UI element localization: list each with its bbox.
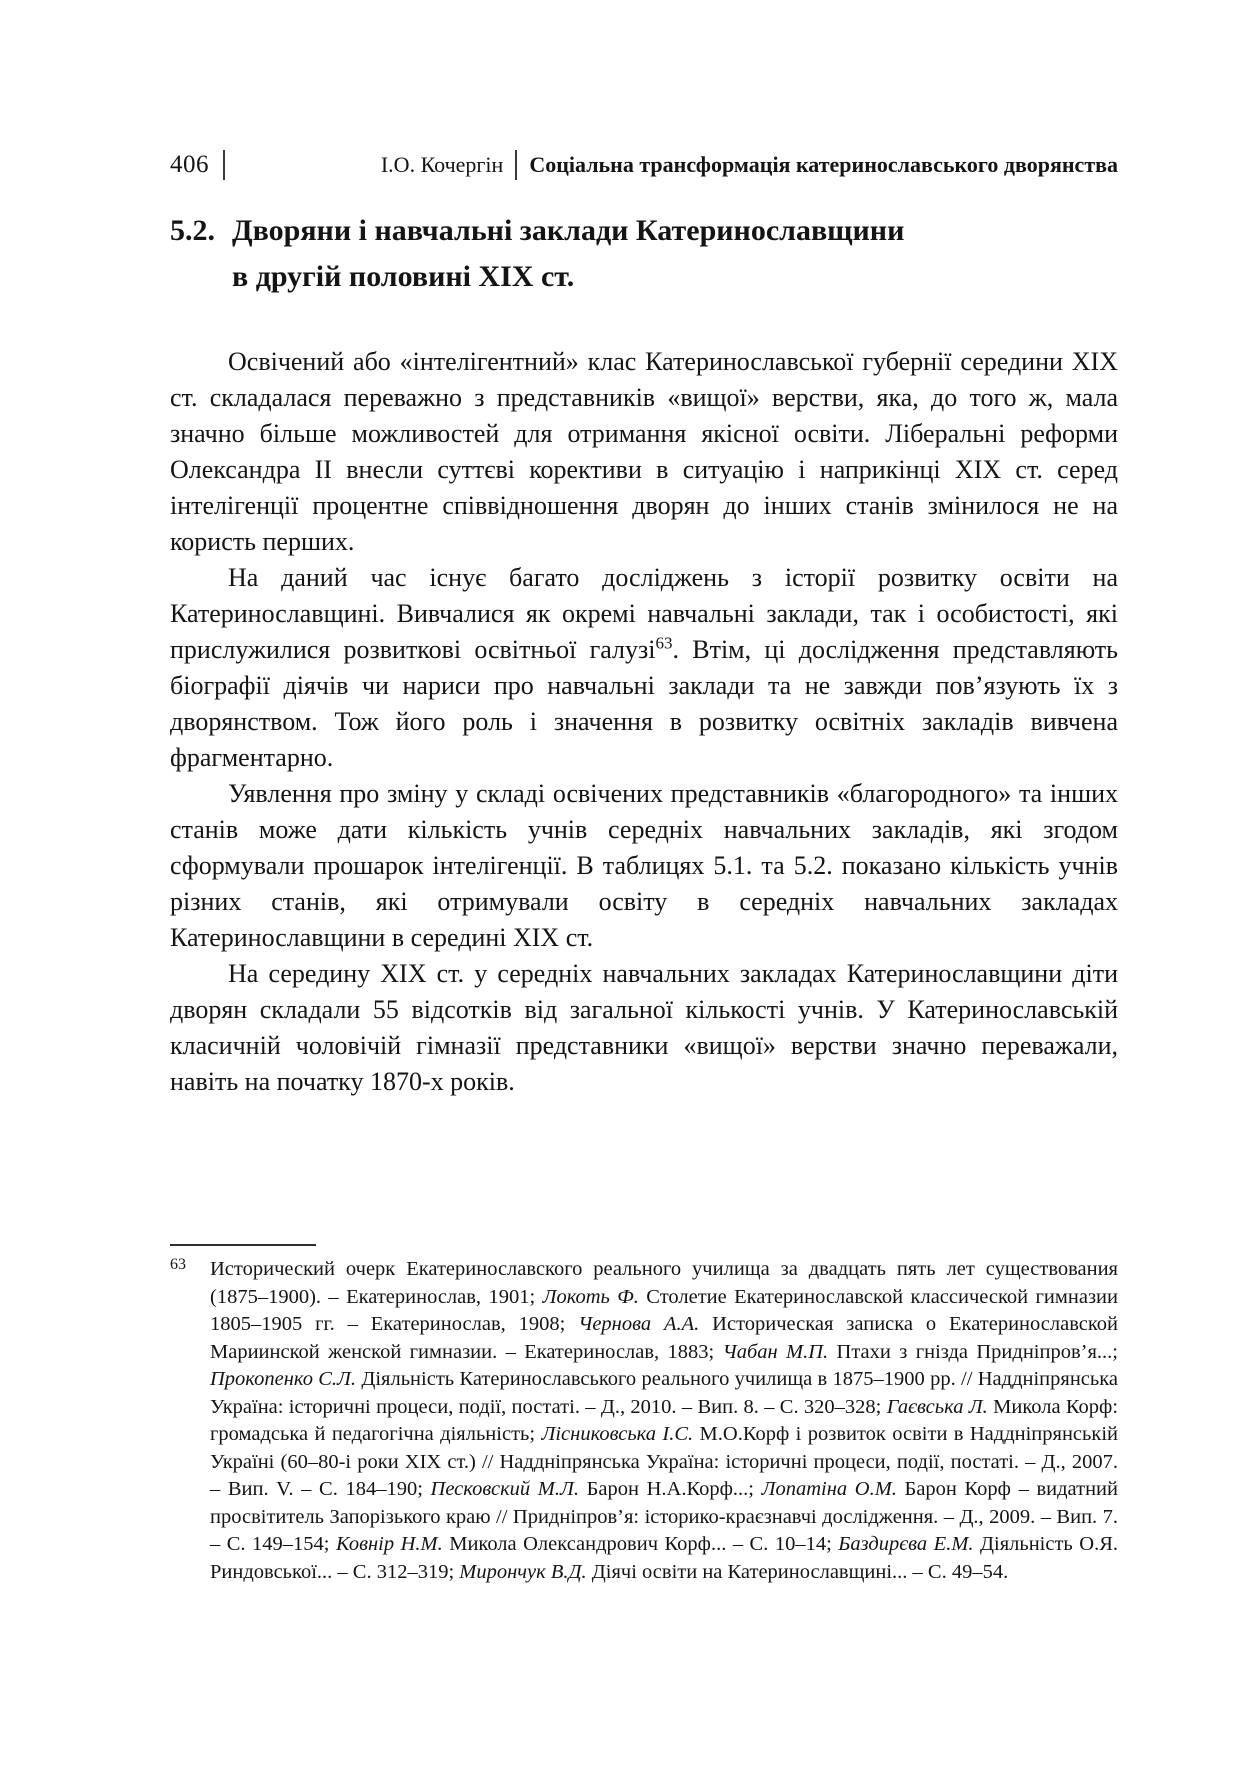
- header-separator-rule: [515, 150, 517, 180]
- footnote-separator-rule: [170, 1244, 316, 1246]
- footnote: [170, 1256, 1118, 1586]
- page-number-group: [170, 150, 225, 180]
- footnote-number: 63: [170, 1256, 186, 1273]
- section-title-line1: Дворяни і навчальні заклади Катеринославщини: [232, 214, 905, 247]
- section-heading: [170, 208, 1118, 300]
- body-paragraph: На середину XIX ст. у середніх навчальних закладах Катеринославщини діти дворян складали 55 відсотків від загальної кількості учнів. У Катеринославській класичній чоловічій гімназії представники «вищої» верстви значно переважали, навіть на початку 1870-х років.: [170, 959, 1118, 1096]
- body-paragraph: Уявлення про зміну у складі освічених представників «благородного» та інших станів може дати кількість учнів середніх навчальних закладів, які згодом сформували прошарок інтелігенції. В таблицях 5.1. та 5.2. показано кількість учнів різних станів, які отримували освіту в середніх навчальних закладах Катеринославщини в середині XIX ст.: [170, 779, 1118, 952]
- body-text: [170, 344, 1118, 1100]
- header-right: [381, 150, 1118, 180]
- body-paragraph: Освічений або «інтелігентний» клас Катеринославської губернії середини XIX ст. складалася переважно з представників «вищої» верстви, яка, до того ж, мала значно більше можливостей для отримання якісної освіти. Ліберальні реформи Олександра II внесли суттєві корективи в ситуацію і наприкінці XIX ст. серед інтелігенції процентне співвідношення дворян до інших станів змінилося не на користь перших.: [170, 347, 1118, 556]
- header-book-title: Соціальна трансформація катеринославського дворянства: [529, 152, 1118, 177]
- page-number: 406: [170, 151, 209, 178]
- body-paragraph: На даний час існує багато досліджень з історії розвитку освіти на Катеринославщині. Вивчалися як окремі навчальні заклади, так і особистості, які прислужилися розвиткові освітньої галузі$^{63}$. Втім, ці дослідження представляють біографії діячів чи нариси про навчальні заклади та не завжди пов’язують їх з дворянством. Тож його роль і значення в розвитку освітніх закладів вивчена фрагментарно.: [170, 563, 1119, 772]
- page-content: [170, 148, 1118, 1100]
- header-author: І.О. Кочергін: [380, 152, 504, 177]
- section-title-line2: в другій половині XIX ст.: [232, 260, 575, 293]
- footnote-block: [170, 1244, 1118, 1586]
- page-number-rule: [223, 150, 225, 180]
- section-title: [232, 208, 904, 300]
- running-header: [170, 148, 1118, 182]
- footnote-text: Исторический очерк Екатеринославского реального училища за двадцать пять лет существования (1875–1900). – Екатеринослав, 1901; Локоть Ф. Столетие Екатеринославской классической гимназии 1805–1905 гг. – Екатеринослав, 1908; Чернова А.А. Историческая записка о Екатеринославской Мариинской женской гимназии. – Екатеринослав, 1883; Чабан М.П. Птахи з гнізда Придніпров’я...; Прокопенко С.Л. Діяльність Катеринославського реального училища в 1875–1900 рр. // Наддніпрянська Україна: історичні процеси, події, постаті. – Д., 2010. – Вип. 8. – С. 320–328; Гаєвська Л. Микола Корф: громадська й педагогічна діяльність; Лісниковська І.С. М.О.Корф і розвиток освіти в Наддніпрянській Україні (60–80-і роки XIX ст.) // Наддніпрянська Україна: історичні процеси, події, постаті. – Д., 2007. – Вип. V. – С. 184–190; Песковский М.Л. Барон Н.А.Корф...; Лопатіна О.М. Барон Корф – видатний просвітитель Запорізького краю // Придніпров’я: історико-краєзнавчі дослідження. – Д., 2009. – Вип. 7. – С. 149–154; Ковнір Н.М. Микола Олександрович Корф... – С. 10–14; Баздирєва Е.М. Діяльність О.Я. Риндовської... – С. 312–319; Мирончук В.Д. Діячі освіти на Катеринославщині... – С. 49–54.: [210, 1258, 1119, 1583]
- section-number: 5.2.: [170, 214, 215, 247]
